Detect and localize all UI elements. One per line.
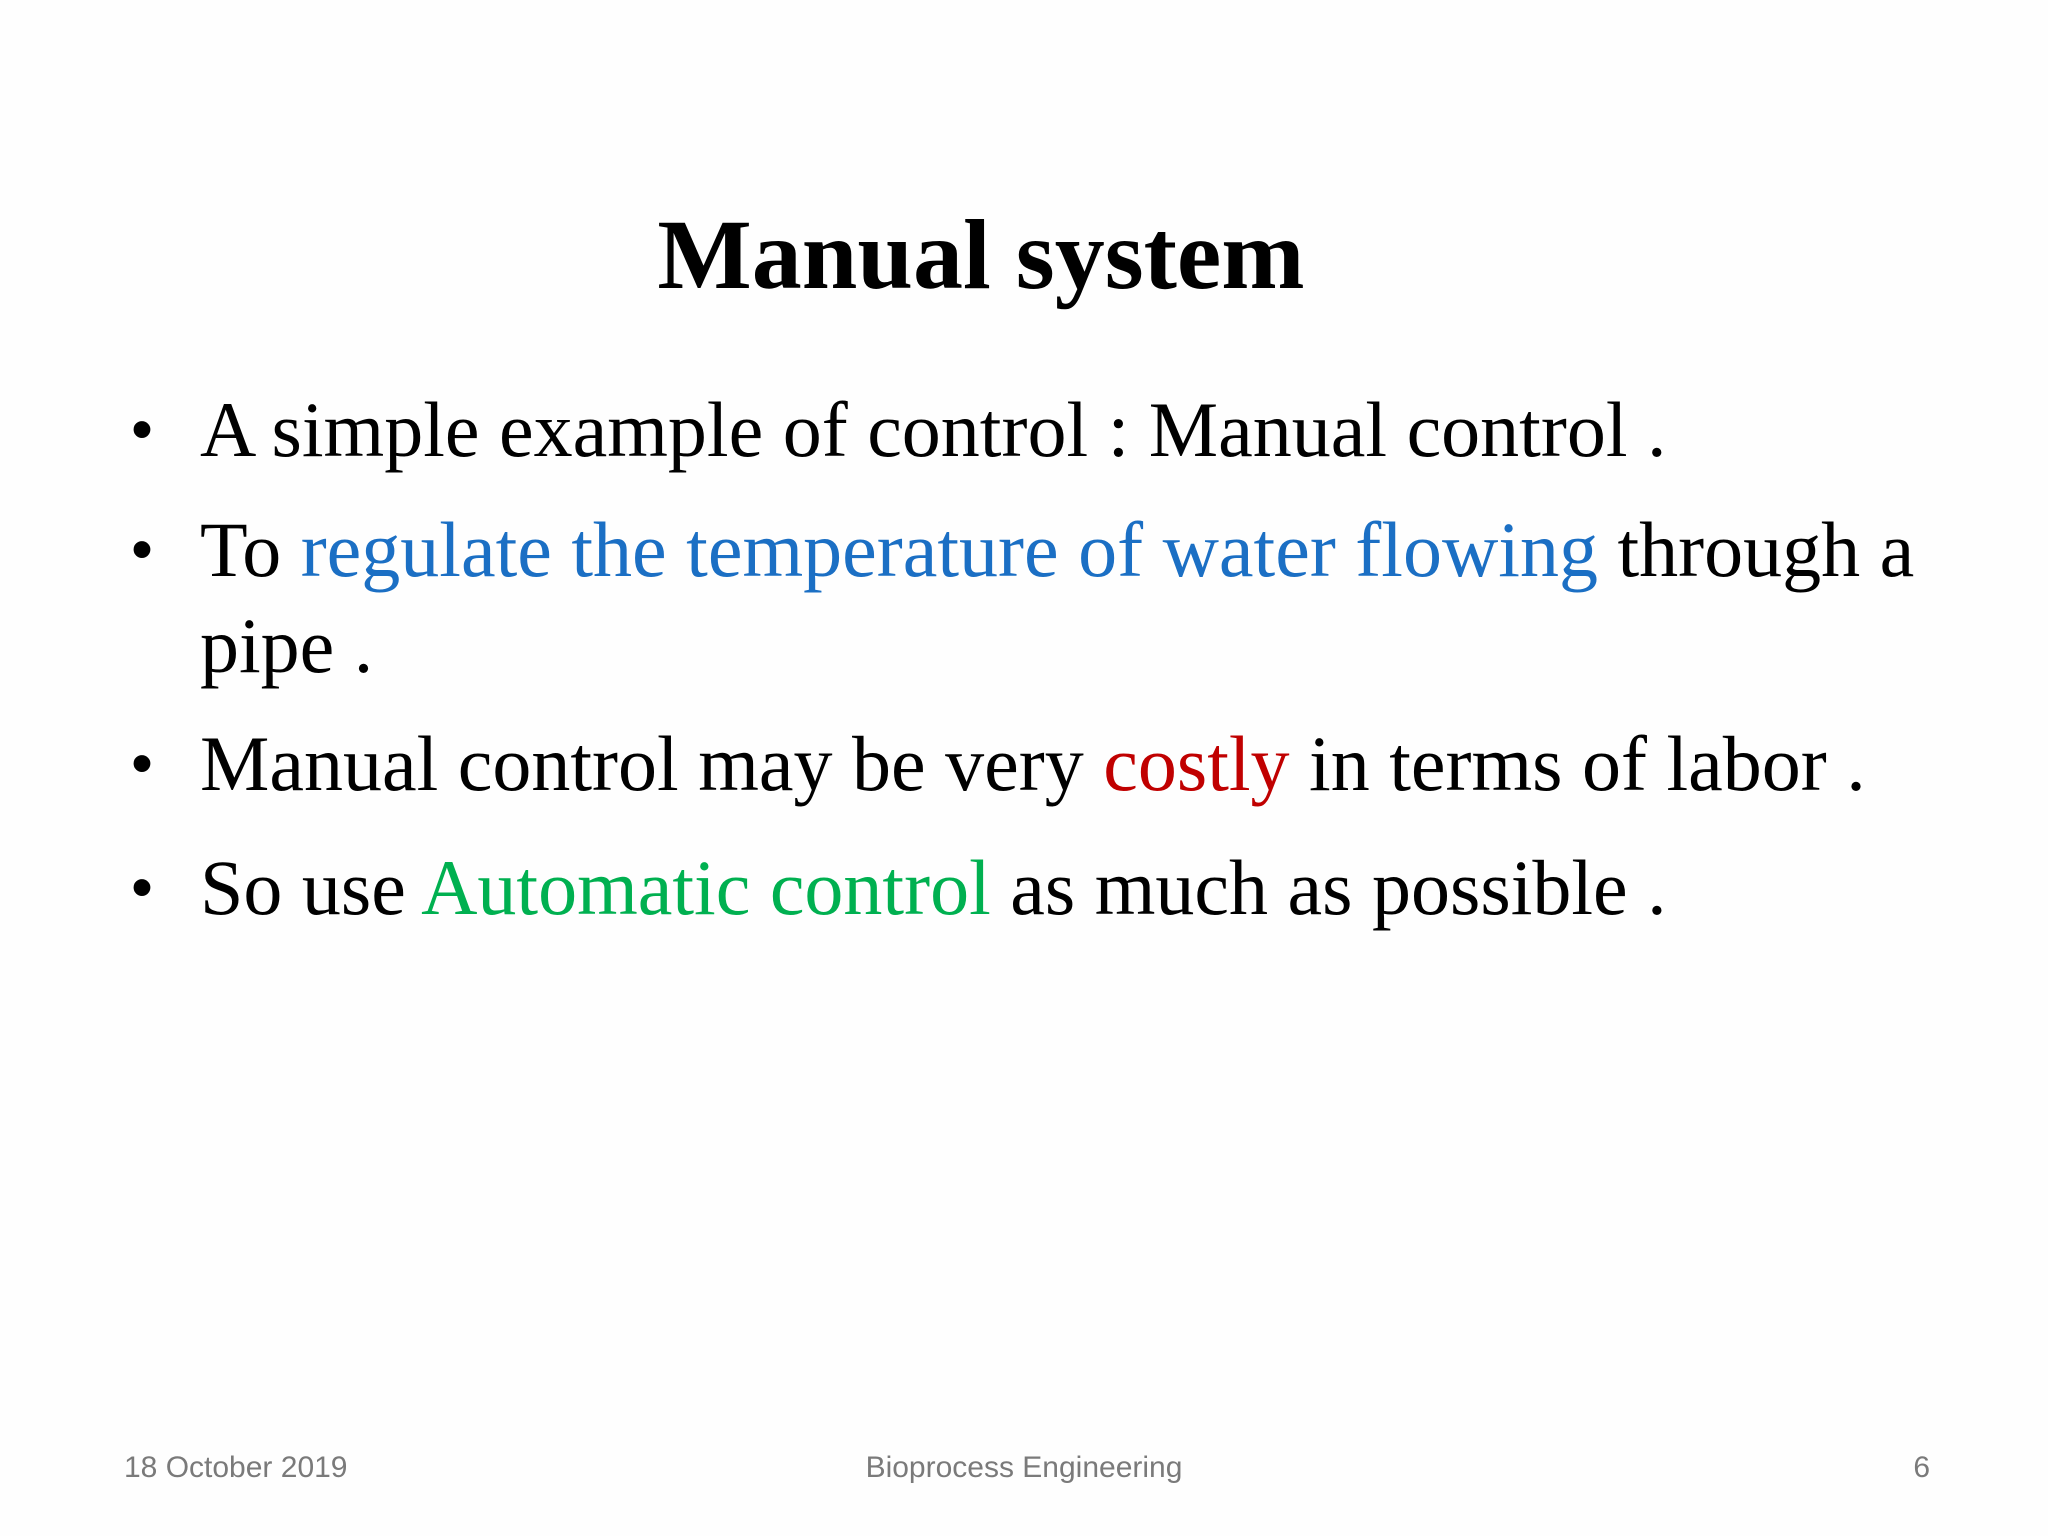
bullet-dot: • — [131, 853, 153, 922]
bullet-item — [131, 382, 1960, 478]
page-number: 6 — [1913, 1451, 1930, 1484]
bullet-item — [131, 840, 1960, 936]
bullet-text: A simple example of control : Manual control . — [200, 386, 1667, 473]
bullet-text: through a pipe . — [200, 506, 1915, 689]
bullet-text: in terms of labor . — [1289, 720, 1866, 807]
bullet-text: Manual control may be very — [200, 720, 1104, 807]
highlight-blue-text: regulate the temperature of water flowing — [300, 506, 1598, 593]
footer-date: 18 October 2019 — [124, 1451, 348, 1484]
bullet-dot: • — [131, 395, 153, 464]
bullet-text: as much as possible . — [990, 844, 1667, 931]
bullet-item — [131, 502, 1960, 694]
bullet-item — [131, 716, 1960, 812]
footer-title: Bioprocess Engineering — [865, 1451, 1183, 1484]
highlight-red-text: costly — [1103, 720, 1290, 807]
bullet-text: So use — [200, 844, 422, 931]
slide-title: Manual system — [657, 199, 1305, 310]
highlight-green-text: Automatic control — [421, 844, 991, 931]
bullet-dot: • — [131, 729, 153, 798]
bullet-text: To — [200, 506, 301, 593]
bullet-dot: • — [131, 515, 153, 584]
